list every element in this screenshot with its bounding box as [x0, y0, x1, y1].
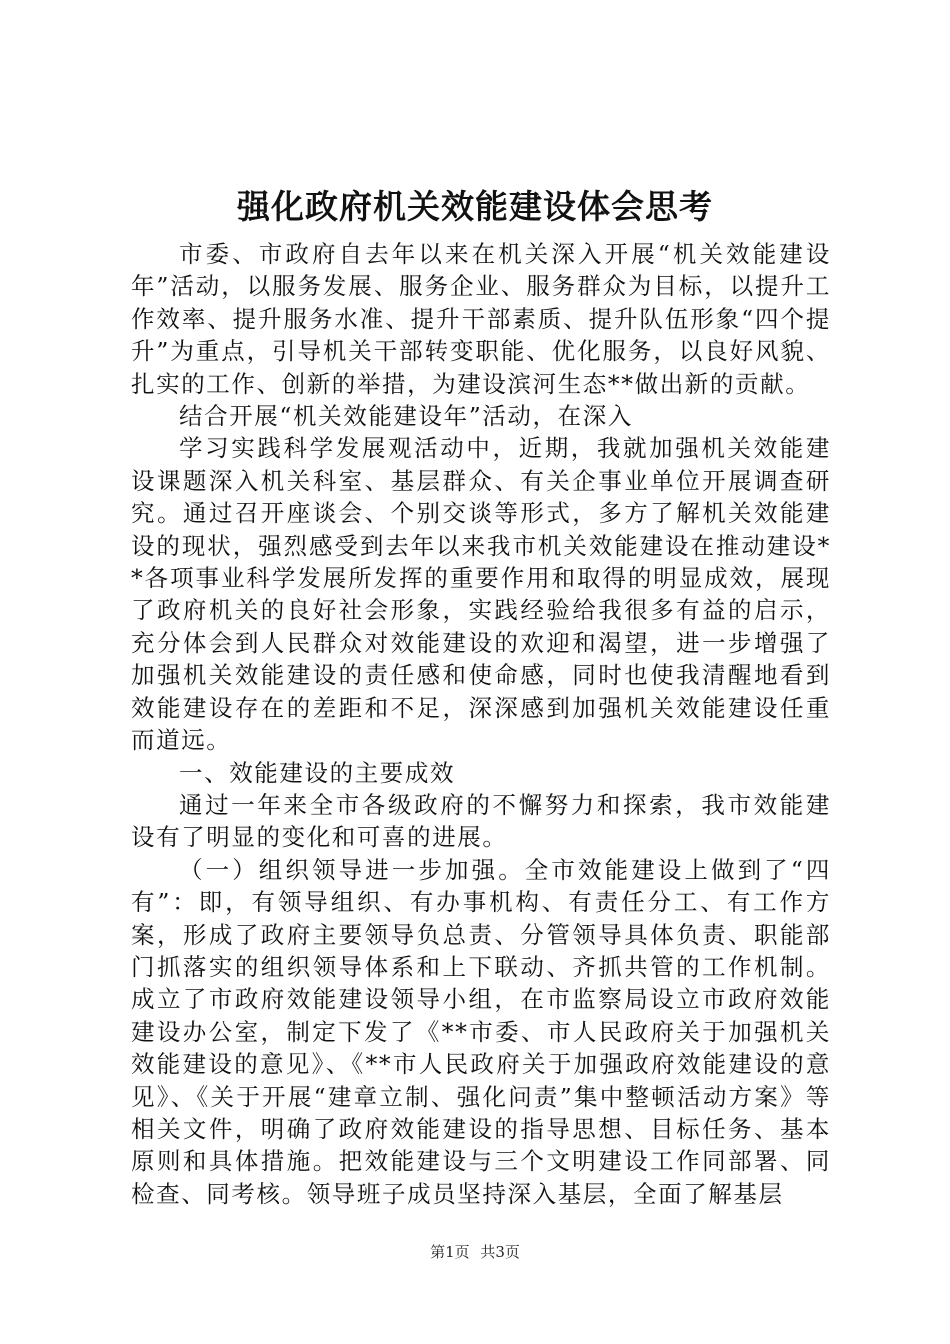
paragraph-leadership: （一）组织领导进一步加强。全市效能建设上做到了“四有”：即，有领导组织、有办事机构、有责任分工、有工作方案，形成了政府主要领导负总责、分管领导具体负责、职能部门抓落实的组织领导体系和上下联动、齐抓共管的工作机制。成立了市政府效能建设领导小组，在市监察局设立市政府效能建设办公室，制定下发了《**市委、市人民政府关于加强机关效能建设的意见》、《**市人民政府关于加强政府效能建设的意见》、《关于开展“建章立制、强化问责”集中整顿活动方案》等相关文件，明确了政府效能建设的指导思想、目标任务、基本原则和具体措施。把效能建设与三个文明建设工作同部署、同检查、同考核。领导班子成员坚持深入基层，全面了解基层 [131, 855, 831, 1208]
document-title: 强化政府机关效能建设体会思考 [237, 187, 713, 226]
paragraph-intro: 市委、市政府自去年以来在机关深入开展“机关效能建设年”活动，以服务发展、服务企业、服务群众为目标，以提升工作效率、提升服务水准、提升干部素质、提升队伍形象“四个提升”为重点，引导机关干部转变职能、优化服务，以良好风貌、扎实的工作、创新的举措，为建设滨河生态**做出新的贡献。 [131, 240, 831, 398]
paragraph-research: 学习实践科学发展观活动中，近期，我就加强机关效能建设课题深入机关科室、基层群众、有关企事业单位开展调查研究。通过召开座谈会、个别交谈等形式，多方了解机关效能建设的现状，强烈感受到去年以来我市机关效能建设在推动建设**各项事业科学发展所发挥的重要作用和取得的明显成效，展现了政府机关的良好社会形象，实践经验给我很多有益的启示，充分体会到人民群众对效能建设的欢迎和渴望，进一步增强了加强机关效能建设的责任感和使命感，同时也使我清醒地看到效能建设存在的差距和不足，深深感到加强机关效能建设任重而道远。 [131, 434, 831, 755]
page-total: 共3页 [480, 1243, 520, 1261]
page-footer [0, 1242, 950, 1262]
section-heading-achievements: 一、效能建设的主要成效 [179, 758, 456, 787]
document-body [131, 238, 831, 1210]
page-number: 第1页 [430, 1243, 470, 1261]
paragraph-context: 结合开展“机关效能建设年”活动，在深入 [179, 402, 633, 431]
paragraph-progress: 通过一年来全市各级政府的不懈努力和探索，我市效能建设有了明显的变化和可喜的进展。 [131, 790, 831, 852]
